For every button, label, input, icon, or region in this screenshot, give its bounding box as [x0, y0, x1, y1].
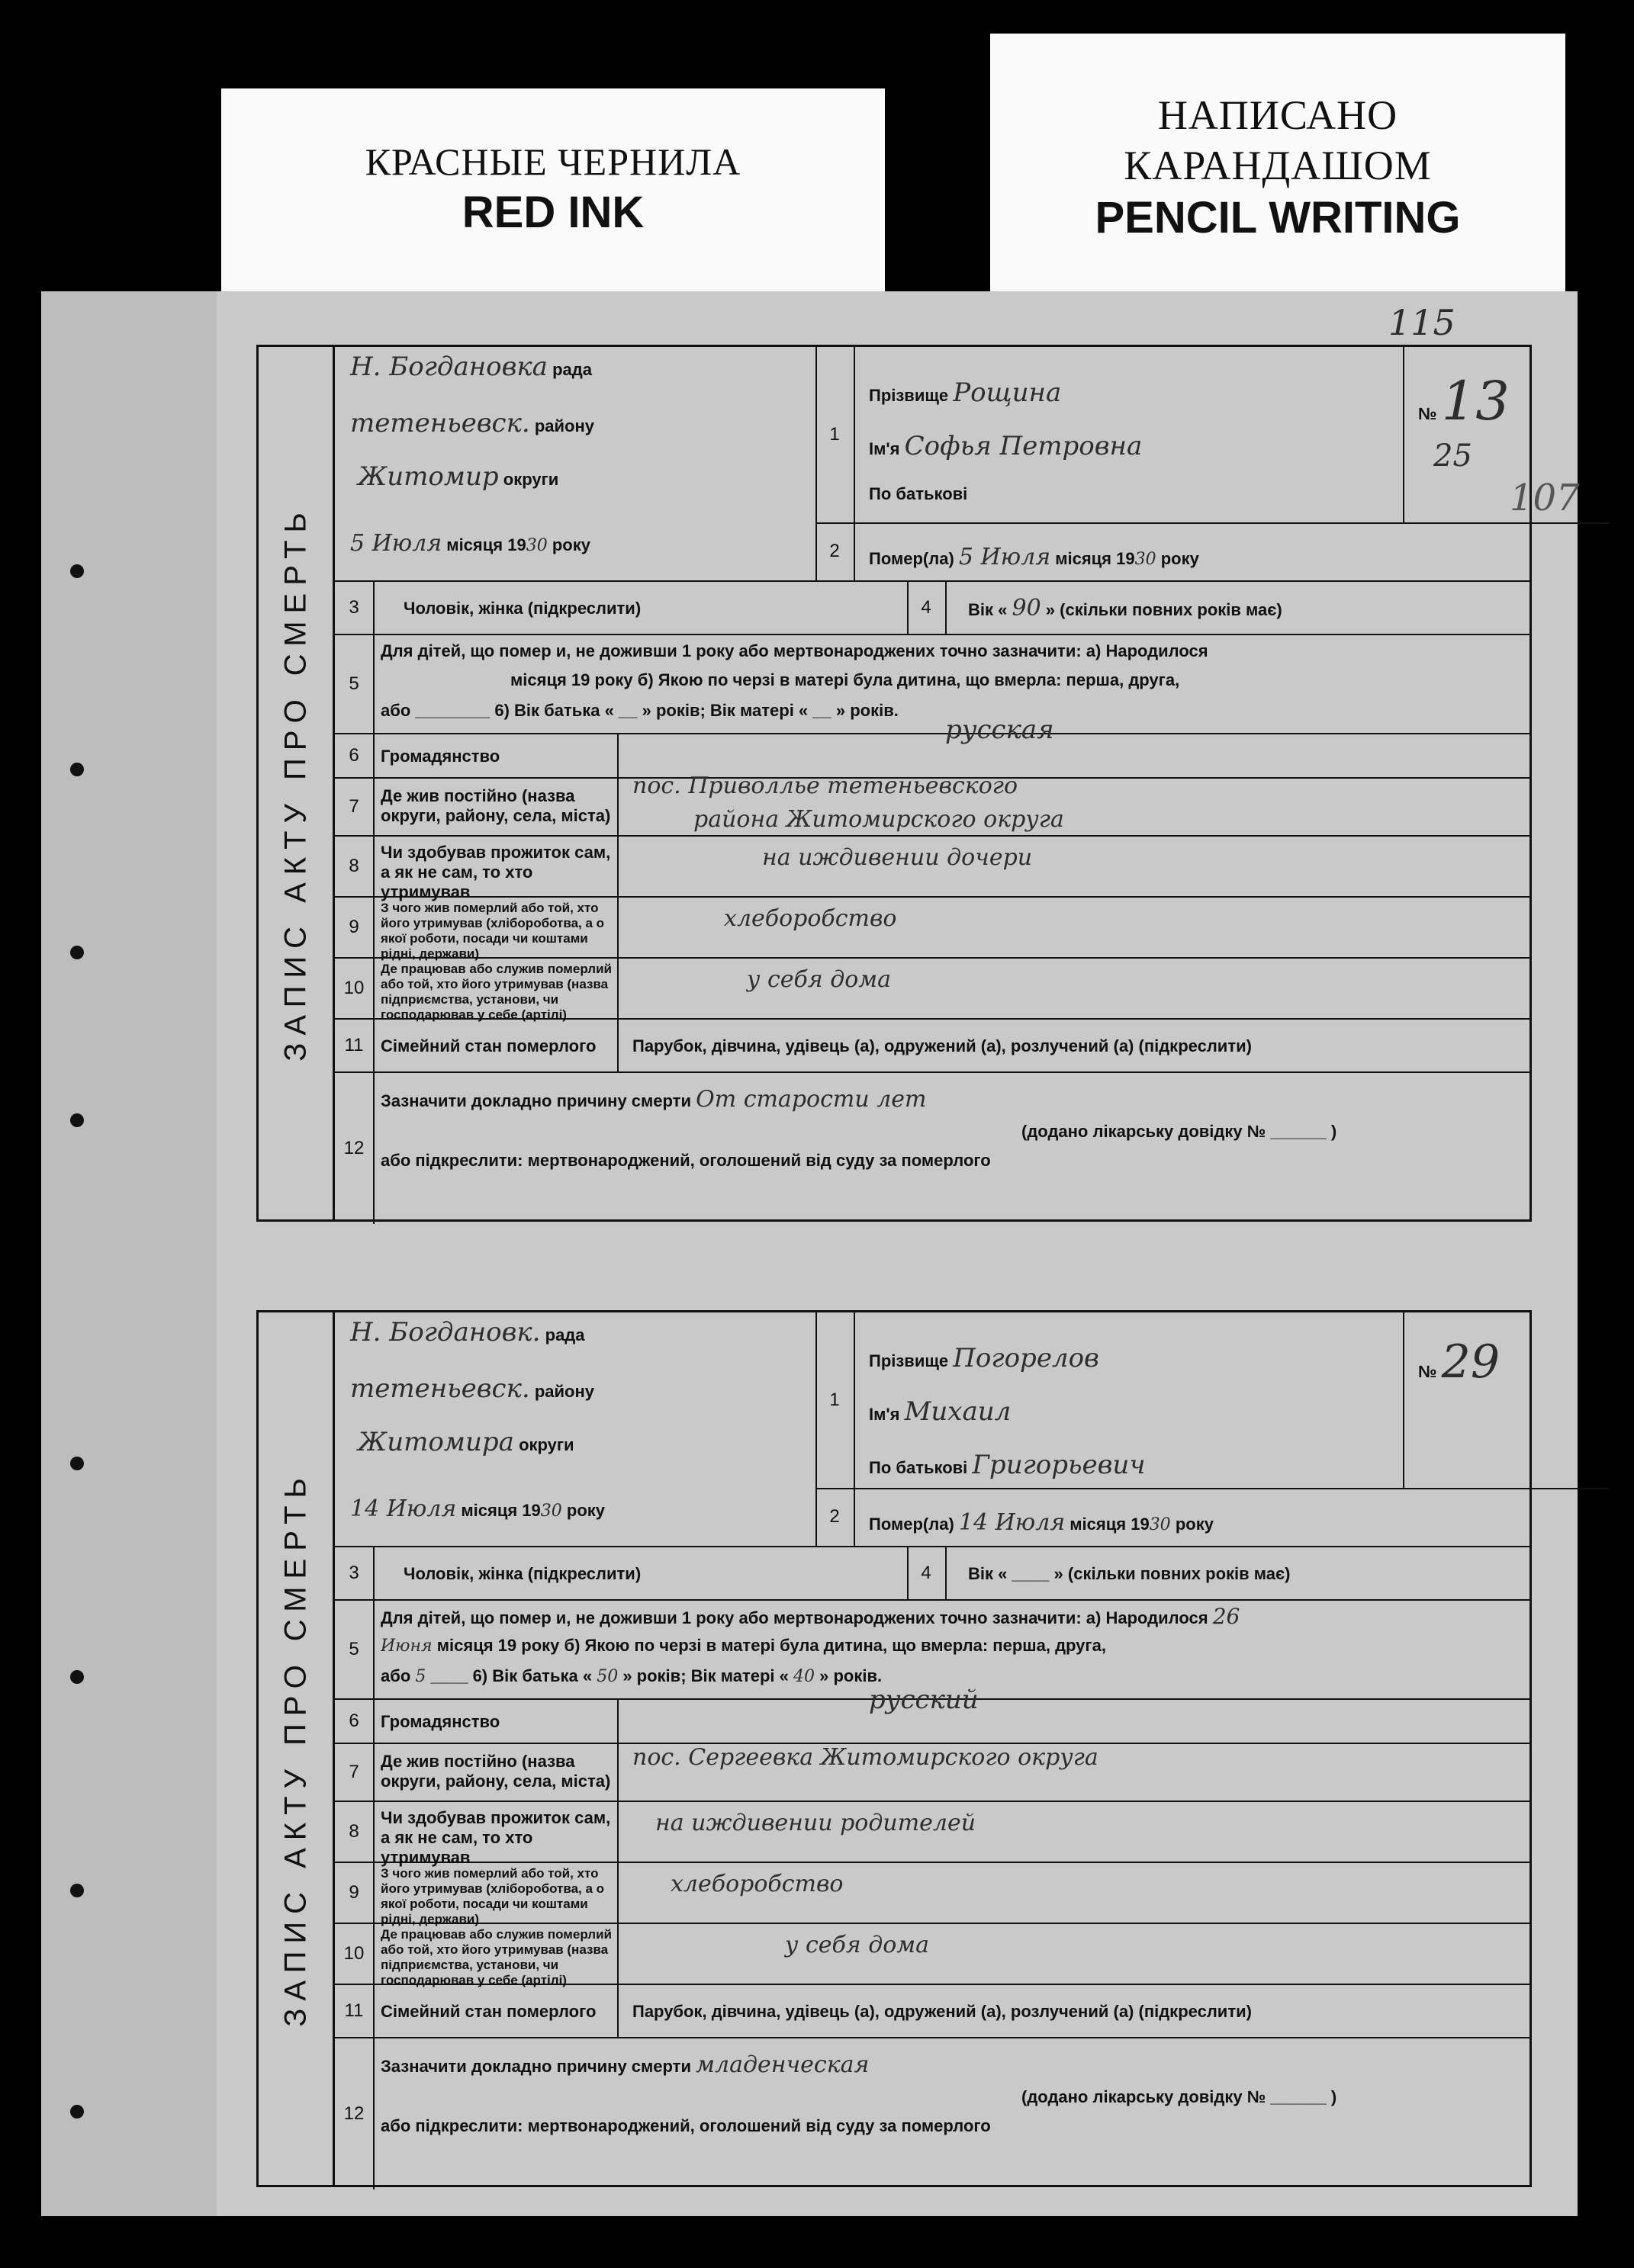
citizenship-value: русская [945, 715, 1054, 745]
born-month-value: Июня [381, 1637, 433, 1656]
red-ink-en: RED INK [462, 188, 645, 237]
means-value: хлеборобство [724, 905, 897, 932]
form-title-2: ЗАПИС АКТУ ПРО СМЕРТЬ [259, 1312, 335, 2185]
punch-hole [70, 946, 84, 959]
patronymic-value-2: Григорьевич [972, 1450, 1146, 1480]
death-date-value-2: 14 Июля [958, 1509, 1066, 1536]
record-number-b: 29 [1441, 1335, 1501, 1389]
age-value: 90 [1012, 595, 1041, 622]
residence-value-b: пос. Сергеевка Житомирского округа [632, 1744, 1098, 1771]
record-number-2: 25 [1433, 439, 1472, 474]
name-value-2: Михаил [904, 1396, 1012, 1427]
punch-hole [70, 564, 84, 578]
father-age-value: 50 [597, 1667, 619, 1686]
death-record-2: ЗАПИС АКТУ ПРО СМЕРТЬ Н. Богдановк. рада тетеньевск. району Житомира округи 14 Июля місяця 1930 року 1 2 Прізвище Погорелов Ім'я Михаил По батькові Григорьевич № 29 Помер(ла) 14 Июля місяця 1930 року 3 Чоловік, жінка (підкреслити) 4 Вік « ____ » (скільки повних років має) 5 Для дітей, що помер и, не доживши 1 року або мертвонароджених точно зазначити: а) Народилося 26 Июня місяця 19 року б) Якою по черзі в матері була дитина, що вмерла: перша, друга, або 5 ____ 6) Вік батька « 50 » років; Вік матері « 40 » років. 6 Громадянство русский 7 Де жив постійно (назва округи, району, села, міста) пос. Сергеевка Житомирского округа 8 Чи здобував прожиток сам, а як не сам, то хто утримував на иждивении родителей 9 З чого жив померлий або той, хто його утримував (хлібороботва, а о якої роботи, посади чи коштами рідні, держави) хлеборобство 10 Де працював або служив померлий або той, хто його утримував (назва підприємства, установи, чи господарював у себе (артілі) у себя дома 11 Сімейний стан померлого Парубок, дівчина, удівець (а), одружений (а), розлучений (а) (підкреслити) 12 Зазначити докладно причину смерти младенческая (додано лікарську довідку № ______ ) або підкреслити: мертвонароджений, оголошений від суду за померлого [256, 1310, 1532, 2187]
residence-value-2: района Житомирского округа [693, 806, 1064, 833]
page-number: 115 [1388, 302, 1455, 343]
rayon-value: тетеньевск. [350, 408, 530, 439]
record-number: 13 [1441, 370, 1510, 432]
pencil-ru-1: НАПИСАНО [1157, 92, 1398, 138]
means-value-2: хлеборобство [671, 1871, 844, 1897]
punch-hole [70, 1113, 84, 1127]
cause-value-2: младенческая [696, 2051, 870, 2078]
okrugy-value-2: Житомира [358, 1427, 514, 1457]
patronymic-label: По батькові [869, 484, 968, 503]
date-left-value-2: 14 Июля [350, 1495, 457, 1522]
binding-strip [41, 291, 217, 2216]
sustenance-value-2: на иждивении родителей [655, 1810, 976, 1836]
okrugy-value: Житомир [358, 461, 499, 492]
record-number-3: 107 [1510, 477, 1580, 519]
work-value: у себя дома [747, 966, 892, 993]
born-value: 26 [1212, 1604, 1240, 1629]
citizenship-value-2: русский [869, 1685, 979, 1715]
surname-value-2: Погорелов [953, 1343, 1099, 1373]
punch-hole [70, 2105, 84, 2119]
punch-hole [70, 763, 84, 776]
death-date-value: 5 Июля [958, 544, 1051, 570]
punch-hole [70, 1884, 84, 1897]
date-left-value: 5 Июля [350, 530, 442, 557]
rada-value: Н. Богдановка [350, 352, 548, 382]
pencil-en: PENCIL WRITING [1095, 193, 1461, 243]
death-record-1: ЗАПИС АКТУ ПРО СМЕРТЬ Н. Богдановка рада тетеньевск. району Житомир округи 5 Июля місяця 1930 року 1 2 Прізвище Рощина Ім'я Софья Петровна По батькові № 13 25 107 Помер(ла) 5 Июля місяця 1930 року 3 Чоловік, жінка (підкреслити) 4 Вік « 90 » (скільки повних років має) 5 Для дітей, що помер и, не доживши 1 року або мертвонароджених точно зазначити: а) Народилося місяця 19 року б) Якою по черзі в матері була дитина, що вмерла: перша, друга, або ________ 6) Вік батька « __ » років; Вік матері « __ » років. 6 Громадянство русская 7 Де жив постійно (назва округи, району, села, міста) пос. Приволлье тетеньевского района Житомирского округа 8 Чи здобував прожиток сам, а як не сам, то хто утримував на иждивении дочери 9 З чого жив померлий або той, хто його утримував (хлібороботва, а о якої роботи, посади чи коштами рідні, держави) хлеборобство 10 Де працював або служив померлий або той, хто його утримував (назва підприємства, установи, чи господарював у себе (артілі) у себя дома 11 Сімейний стан померлого Парубок, дівчина, удівець (а), одружений (а), розлучений (а) (підкреслити) 12 Зазначити докладно причину смерти От старости лет (додано лікарську довідку № ______ ) або підкреслити: мертвонароджений, оголошений від суду за померлого [256, 345, 1532, 1222]
order-value: 5 [415, 1667, 426, 1686]
cause-value: От старости лет [696, 1086, 927, 1113]
punch-hole [70, 1670, 84, 1684]
name-value: Софья Петровна [904, 431, 1143, 461]
rayon-value-2: тетеньевск. [350, 1373, 530, 1404]
mother-age-value: 40 [793, 1667, 815, 1686]
rada-value-2: Н. Богдановк. [350, 1317, 541, 1348]
red-ink-tag [221, 88, 885, 308]
punch-hole [70, 1457, 84, 1470]
sustenance-value: на иждивении дочери [762, 844, 1033, 871]
red-ink-ru: КРАСНЫЕ ЧЕРНИЛА [365, 140, 741, 183]
pencil-tag [990, 34, 1565, 296]
residence-value-1: пос. Приволлье тетеньевского [632, 773, 1018, 799]
form-title-1: ЗАПИС АКТУ ПРО СМЕРТЬ [259, 347, 335, 1219]
pencil-ru-2: КАРАНДАШОМ [1124, 143, 1432, 188]
surname-value: Рощина [953, 377, 1062, 408]
work-value-2: у себя дома [785, 1932, 930, 1958]
